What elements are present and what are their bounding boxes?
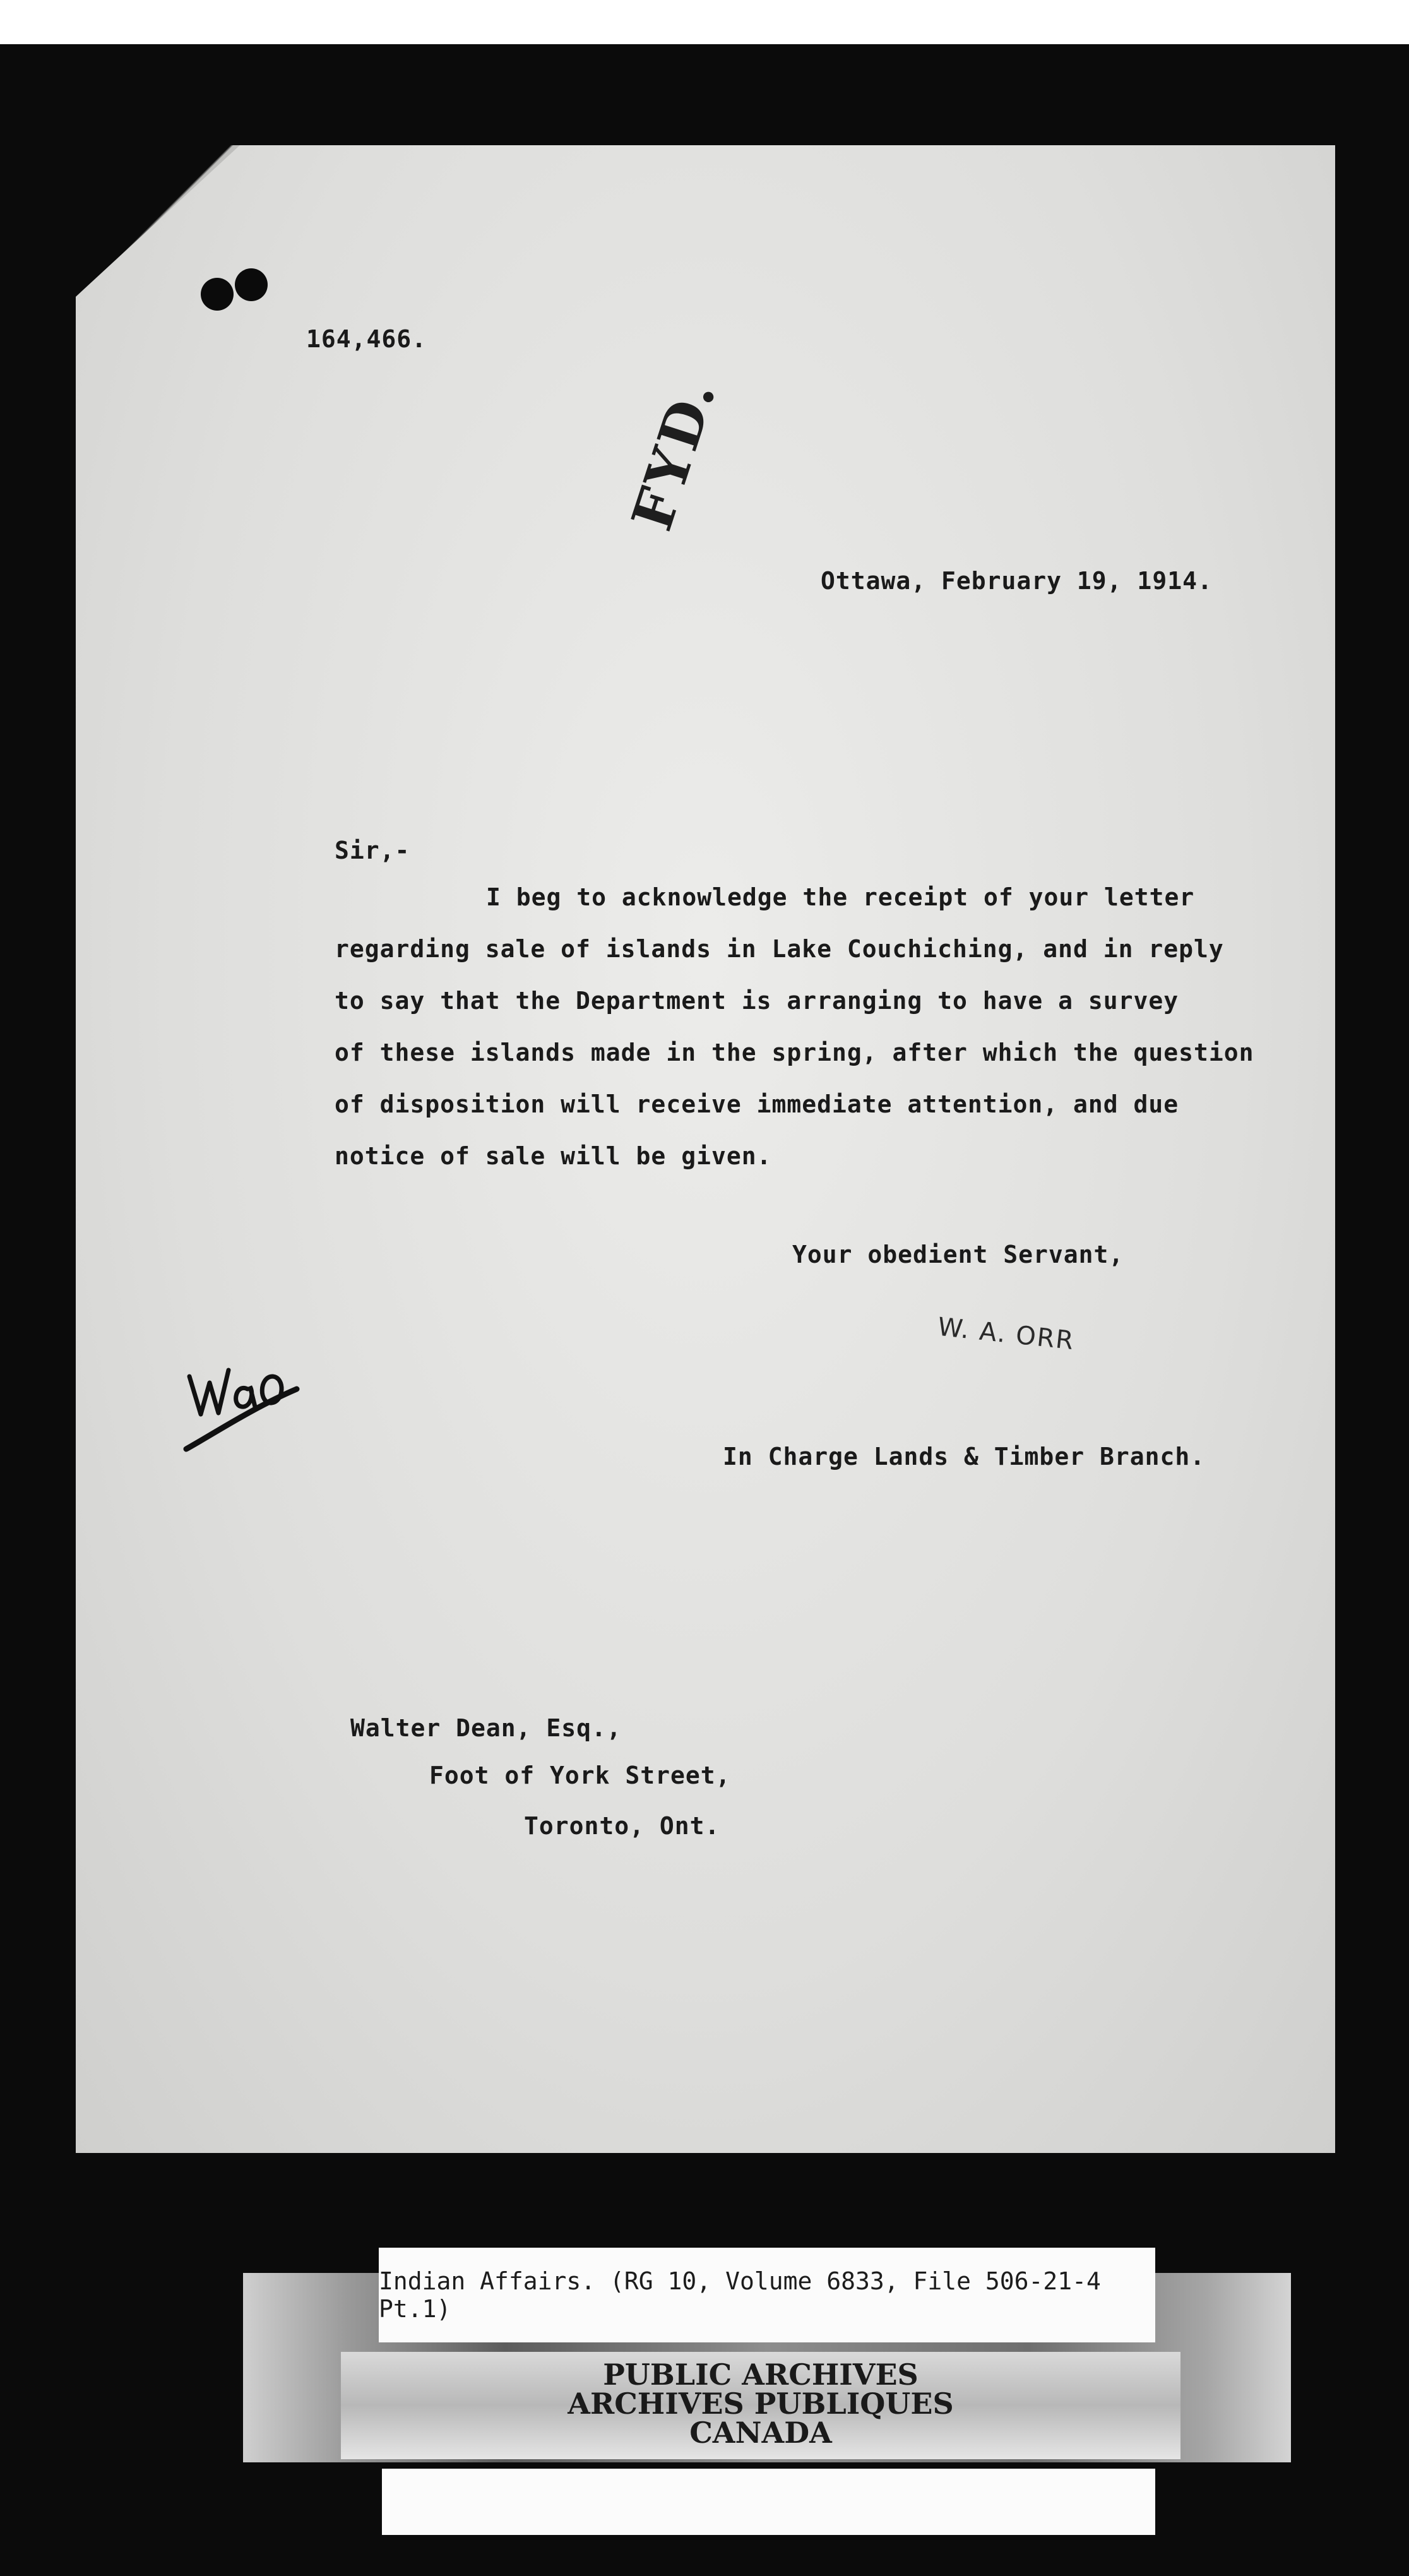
punch-hole — [201, 278, 234, 311]
salutation: Sir,- — [335, 837, 410, 864]
handwritten-initials — [177, 1339, 309, 1465]
signatory-title: In Charge Lands & Timber Branch. — [723, 1443, 1206, 1470]
archive-reference-label — [379, 2248, 1155, 2342]
recipient-address-line2: Toronto, Ont. — [524, 1812, 720, 1840]
archive-stamp-line1: PUBLIC ARCHIVES — [603, 2358, 919, 2392]
body-line: to say that the Department is arranging to have a survey — [335, 987, 1179, 1015]
closing: Your obedient Servant, — [792, 1241, 1124, 1268]
archive-stamp-line3: CANADA — [689, 2416, 832, 2450]
body-line: of these islands made in the spring, after which the question — [335, 1039, 1254, 1066]
blank-label — [382, 2469, 1155, 2535]
body-line: regarding sale of islands in Lake Couchiching, and in reply — [335, 935, 1224, 963]
fyd-stamp: FYD. — [619, 370, 729, 539]
letter-body — [335, 871, 1307, 1182]
recipient-name: Walter Dean, Esq., — [350, 1714, 622, 1742]
punch-hole — [235, 268, 268, 301]
recipient-address-line1: Foot of York Street, — [429, 1762, 731, 1789]
archive-stamp — [341, 2358, 1180, 2450]
archive-reference: Indian Affairs. (RG 10, Volume 6833, File 506-21-4 Pt.1) — [379, 2267, 1101, 2323]
body-line: of disposition will receive immediate attention, and due — [335, 1090, 1179, 1118]
file-number: 164,466. — [306, 325, 427, 353]
date-line: Ottawa, February 19, 1914. — [821, 567, 1213, 595]
archive-stamp-line2: ARCHIVES PUBLIQUES — [568, 2387, 954, 2421]
body-line: I beg to acknowledge the receipt of your letter — [486, 883, 1195, 911]
signature-stamp: W. A. ORR — [936, 1312, 1076, 1356]
body-line: notice of sale will be given. — [335, 1142, 772, 1170]
